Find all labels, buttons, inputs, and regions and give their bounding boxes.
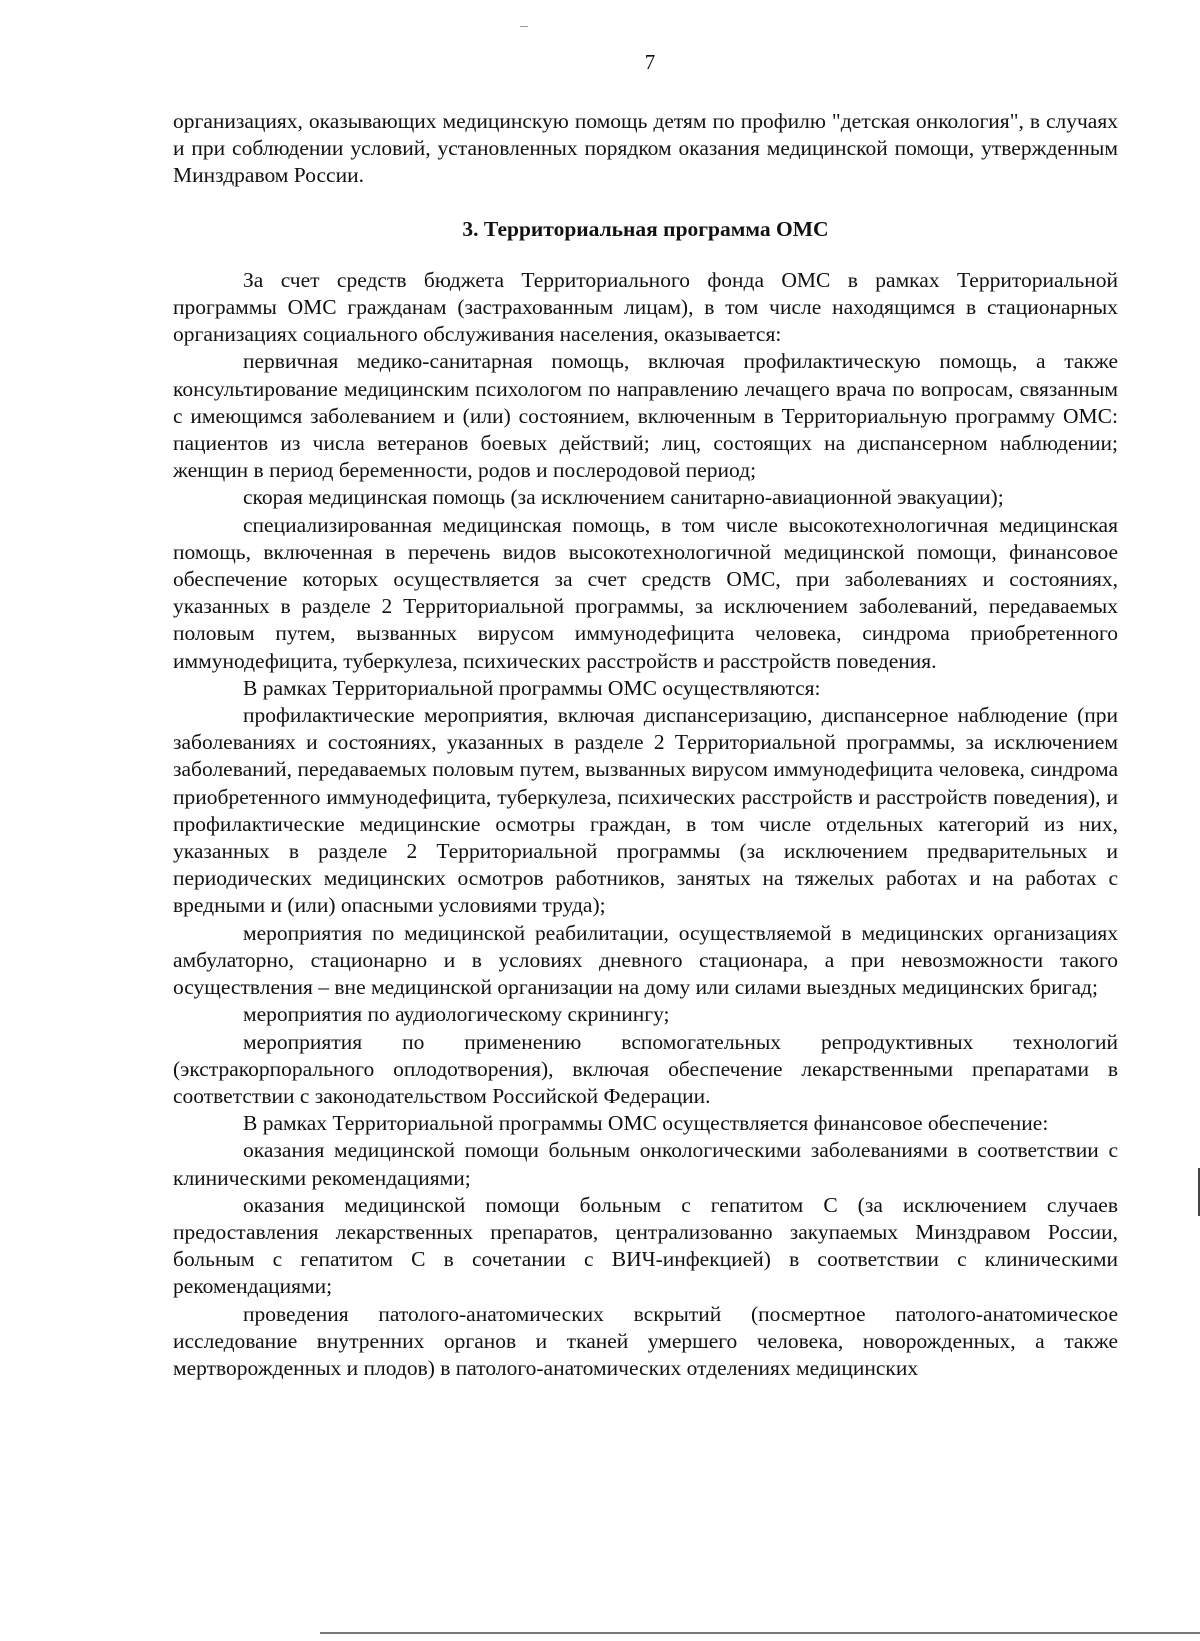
paragraph: мероприятия по медицинской реабилитации, осуществляемой в медицинских организациях амбулаторно, стационарно и в условиях дневного стационара, а при невозможности такого осуществления – вне медицинской организации на дому или силами выездных медицинских бригад; [173, 920, 1118, 1000]
paragraph: За счет средств бюджета Территориального фонда ОМС в рамках Территориальной программы ОМС гражданам (застрахованным лицам), в том числе находящимся в стационарных организациях социального обслуживания населения, оказывается: [173, 267, 1118, 347]
paragraph: В рамках Территориальной программы ОМС осуществляются: [243, 675, 821, 700]
paragraph: В рамках Территориальной программы ОМС осуществляется финансовое обеспечение: [243, 1111, 1049, 1136]
page-number: 7 [644, 50, 656, 74]
paragraph: специализированная медицинская помощь, в том числе высокотехнологичная медицинская помощь, включенная в перечень видов высокотехнологичной медицинской помощи, финансовое обеспечение которых осуществляется за счет средств ОМС, при заболеваниях и состояниях, указанных в разделе 2 Территориальной программы, за исключением заболеваний, передаваемых половым путем, вызванных вирусом иммунодефицита человека, синдрома приобретенного иммунодефицита, туберкулеза, психических расстройств и расстройств поведения. [173, 512, 1118, 673]
paragraph: оказания медицинской помощи больным с гепатитом С (за исключением случаев предоставления лекарственных препаратов, централизованно закупаемых Минздравом России, больным с гепатитом С в сочетании с ВИЧ-инфекцией) в соответствии с клиническими рекомендациями; [173, 1192, 1118, 1299]
paragraph: скорая медицинская помощь (за исключением санитарно-авиационной эвакуации); [243, 485, 1004, 510]
scan-artifact [520, 26, 528, 27]
paragraph: оказания медицинской помощи больным онкологическими заболеваниями в соответствии с клиническими рекомендациями; [173, 1138, 1118, 1190]
paragraph: профилактические мероприятия, включая диспансеризацию, диспансерное наблюдение (при заболеваниях и состояниях, указанных в разделе 2 Территориальной программы, за исключением заболеваний, передаваемых половым путем, вызванных вирусом иммунодефицита человека, синдрома приобретенного иммунодефицита, туберкулеза, психических расстройств и расстройств поведения), и профилактические медицинские осмотры граждан, в том числе отдельных категорий из них, указанных в разделе 2 Территориальной программы (за исключением предварительных и периодических медицинских осмотров работников, занятых на тяжелых работах и на работах с вредными и (или) опасными условиями труда); [173, 703, 1118, 918]
paragraph: проведения патолого-анатомических вскрытий (посмертное патолого-анатомическое исследование внутренних органов и тканей умершего человека, новорожденных, а также мертворожденных и плодов) в патолого-анатомических отделениях медицинских [173, 1301, 1118, 1380]
document-body [173, 108, 1118, 1382]
section-heading: 3. Территориальная программа ОМС [462, 216, 829, 241]
paragraph: мероприятия по применению вспомогательных репродуктивных технологий (экстракорпорального оплодотворения), включая обеспечение лекарственными препаратами в соответствии с законодательством Российской Федерации. [173, 1029, 1118, 1108]
paragraph-continuation: организациях, оказывающих медицинскую помощь детям по профилю "детская онкология", в случаях и при соблюдении условий, установленных порядком оказания медицинской помощи, утвержденным Минздравом России. [173, 109, 1118, 188]
paragraph: первичная медико-санитарная помощь, включая профилактическую помощь, а также консультирование медицинским психологом по направлению лечащего врача по вопросам, связанным с имеющимся заболеванием и (или) состоянием, включенным в Территориальную программу ОМС: пациентов из числа ветеранов боевых действий; лиц, состоящих на диспансерном наблюдении; женщин в период беременности, родов и послеродовой период; [173, 349, 1118, 483]
scan-artifact [320, 1632, 1200, 1634]
paragraph: мероприятия по аудиологическому скринингу; [243, 1002, 670, 1027]
